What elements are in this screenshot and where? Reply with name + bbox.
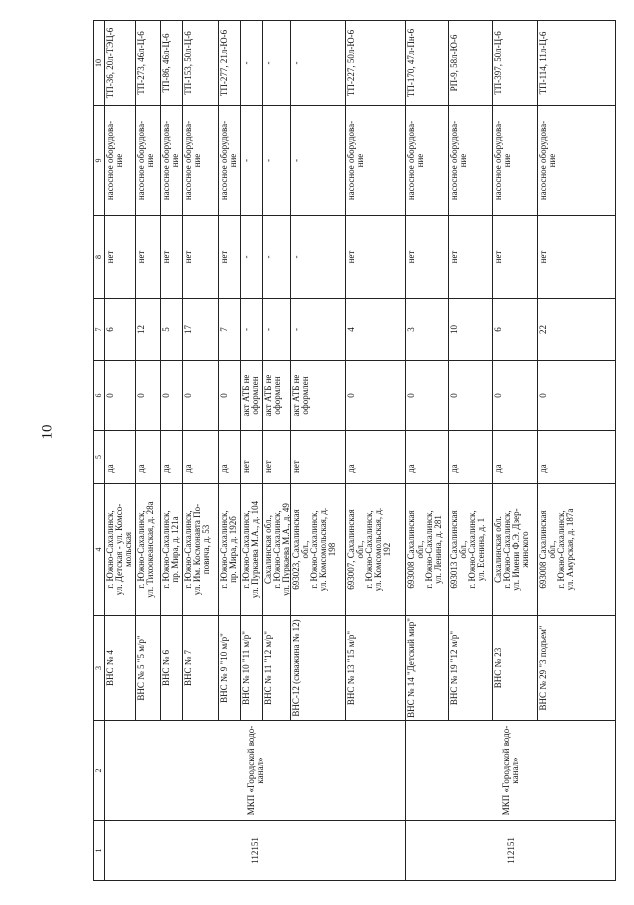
column-5-value: да xyxy=(538,430,616,483)
power-source: ТП-153, 50л-Ц-6 xyxy=(183,20,219,105)
equipment-type: насосное оборудова- ние xyxy=(493,105,538,215)
equipment-type: насосное оборудова- ние xyxy=(219,105,241,215)
equipment-type: насосное оборудова- ние xyxy=(136,105,161,215)
equipment-type: насосное оборудова- ние xyxy=(346,105,406,215)
equipment-type: насосное оборудова- ние xyxy=(161,105,183,215)
column-5-value: нет xyxy=(263,430,291,483)
column-5-value: да xyxy=(346,430,406,483)
column-5-value: нет xyxy=(291,430,346,483)
power-source: ТП-227, 50л-Ю-6 xyxy=(346,20,406,105)
column-7-value: 6 xyxy=(105,298,136,360)
column-7-value: 7 xyxy=(219,298,241,360)
column-number: 1 xyxy=(94,820,105,880)
group-organization: МКП «Городской водо- канал» xyxy=(406,720,616,820)
station-address: 693023, Сахалинская обл., г. Южно-Сахалинск, ул. Комсомольская, д. 198 xyxy=(291,483,346,615)
station-name: ВНС № 29 "3 подъем" xyxy=(538,615,616,720)
column-6-value: 0 xyxy=(449,360,493,430)
station-name: ВНС № 4 xyxy=(105,615,136,720)
station-name: ВНС № 23 xyxy=(493,615,538,720)
power-source: ТП-277, 21л-Ю-6 xyxy=(219,20,241,105)
station-address: г. Южно-Сахалинск, пр. Мира, д. 192б xyxy=(219,483,241,615)
column-5-value: да xyxy=(105,430,136,483)
column-8-value: - xyxy=(263,215,291,298)
column-7-value: - xyxy=(291,298,346,360)
station-name: ВНС № 9 "10 м/р" xyxy=(219,615,241,720)
station-name: ВНС № 19 "12 м/р" xyxy=(449,615,493,720)
column-8-value: нет xyxy=(219,215,241,298)
column-6-value: 0 xyxy=(493,360,538,430)
power-source: - xyxy=(291,20,346,105)
equipment-type: насосное оборудова- ние xyxy=(406,105,449,215)
column-8-value: нет xyxy=(161,215,183,298)
station-address: г. Южно-Сахалинск, пр. Мира, д. 121а xyxy=(161,483,183,615)
column-6-value: 0 xyxy=(406,360,449,430)
station-name: ВНС № 5 "5 м/р" xyxy=(136,615,161,720)
column-8-value: нет xyxy=(105,215,136,298)
column-5-value: да xyxy=(493,430,538,483)
column-7-value: 3 xyxy=(406,298,449,360)
station-address: 693013 Сахалинская обл., г. Южно-Сахалинск, ул. Есенина, д. 1 xyxy=(449,483,493,615)
station-address: г. Южно-Сахалинск, ул. Тихоокеанская, д. 28а xyxy=(136,483,161,615)
station-address: г. Южно-Сахалинск, ул. Пуркаева М.А., д. 104 xyxy=(241,483,263,615)
column-5-value: нет xyxy=(241,430,263,483)
group-code: 112151 xyxy=(406,820,616,880)
column-8-value: нет xyxy=(136,215,161,298)
power-source: РП-9, 58л-Ю-6 xyxy=(449,20,493,105)
column-6-value: 0 xyxy=(136,360,161,430)
column-number: 10 xyxy=(94,20,105,105)
column-8-value: нет xyxy=(183,215,219,298)
column-6-value: 0 xyxy=(105,360,136,430)
column-number: 8 xyxy=(94,215,105,298)
station-name: ВНС № 11 "12 м/р" xyxy=(263,615,291,720)
column-7-value: 6 xyxy=(493,298,538,360)
equipment-type: насосное оборудова- ние xyxy=(105,105,136,215)
power-source: ТП-86, 46л-Ц-6 xyxy=(161,20,183,105)
power-source: ТП-170, 47л-Пн-6 xyxy=(406,20,449,105)
station-name: ВНС № 10 "11 м/р" xyxy=(241,615,263,720)
station-address: Сахалинская обл., г. Южно-Сахалинск, ул. Пуркаева М.А., д. 49 xyxy=(263,483,291,615)
group-code: 112151 xyxy=(105,820,406,880)
column-number: 7 xyxy=(94,298,105,360)
column-6-value: 0 xyxy=(161,360,183,430)
equipment-type: - xyxy=(241,105,263,215)
column-7-value: - xyxy=(241,298,263,360)
station-name: ВНС № 13 "15 м/р" xyxy=(346,615,406,720)
column-number: 5 xyxy=(94,430,105,483)
column-7-value: 4 xyxy=(346,298,406,360)
column-5-value: да xyxy=(183,430,219,483)
column-8-value: нет xyxy=(449,215,493,298)
column-number: 6 xyxy=(94,360,105,430)
column-8-value: - xyxy=(291,215,346,298)
column-7-value: 5 xyxy=(161,298,183,360)
column-6-value: акт АТБ не оформлен xyxy=(263,360,291,430)
column-6-value: 0 xyxy=(538,360,616,430)
power-source: - xyxy=(263,20,291,105)
column-7-value: - xyxy=(263,298,291,360)
equipment-type: насосное оборудова- ние xyxy=(183,105,219,215)
power-source: ТП-36, 20л-ТЭЦ-6 xyxy=(105,20,136,105)
column-7-value: 10 xyxy=(449,298,493,360)
column-7-value: 17 xyxy=(183,298,219,360)
power-source: - xyxy=(241,20,263,105)
equipment-type: насосное оборудова- ние xyxy=(449,105,493,215)
page-number: 10 xyxy=(39,424,56,440)
power-source: ТП-114, 11л-Ц-6 xyxy=(538,20,616,105)
column-8-value: нет xyxy=(538,215,616,298)
column-8-value: нет xyxy=(406,215,449,298)
station-address: 693008 Сахалинская обл., г. Южно-Сахалинск, ул. Амурская, д. 187а xyxy=(538,483,616,615)
station-name: ВНС № 14 "Детский мир" xyxy=(406,615,449,720)
group-organization: МКП «Городской водо- канал» xyxy=(105,720,406,820)
column-number: 3 xyxy=(94,615,105,720)
column-5-value: да xyxy=(449,430,493,483)
column-7-value: 12 xyxy=(136,298,161,360)
column-7-value: 22 xyxy=(538,298,616,360)
column-8-value: нет xyxy=(346,215,406,298)
column-6-value: 0 xyxy=(219,360,241,430)
station-name: ВНС № 7 xyxy=(183,615,219,720)
column-number: 4 xyxy=(94,483,105,615)
column-8-value: нет xyxy=(493,215,538,298)
station-address: 693008 Сахалинская обл., г. Южно-Сахалинск, ул. Ленина, д. 281 xyxy=(406,483,449,615)
station-name: ВНС № 6 xyxy=(161,615,183,720)
column-5-value: да xyxy=(136,430,161,483)
station-name: ВНС-12 (скважина № 12) xyxy=(291,615,346,720)
column-6-value: акт АТБ не оформлен xyxy=(291,360,346,430)
column-8-value: - xyxy=(241,215,263,298)
column-6-value: 0 xyxy=(346,360,406,430)
station-address: 693007, Сахалинская обл., г. Южно-Сахалинск, ул. Комсомольская, д. 192 xyxy=(346,483,406,615)
station-address: г. Южно-Сахалинск, ул. Детская - ул. Комсо- мольская xyxy=(105,483,136,615)
column-number: 2 xyxy=(94,720,105,820)
column-5-value: да xyxy=(219,430,241,483)
equipment-type: - xyxy=(291,105,346,215)
column-6-value: акт АТБ не оформлен xyxy=(241,360,263,430)
stations-table xyxy=(93,20,616,881)
station-address: г. Южно-Сахалинск, ул. Им. Космонавта По- повича, д. 53 xyxy=(183,483,219,615)
power-source: ТП-397, 50л-Ц-6 xyxy=(493,20,538,105)
equipment-type: насосное оборудова- ние xyxy=(538,105,616,215)
station-address: Сахалинская обл. г. Южно-Сахалинск, ул. Имени Ф.Э. Дзер- жинского xyxy=(493,483,538,615)
column-number: 9 xyxy=(94,105,105,215)
column-5-value: да xyxy=(161,430,183,483)
equipment-type: - xyxy=(263,105,291,215)
power-source: ТП-273, 46л-Ц-6 xyxy=(136,20,161,105)
column-6-value: 0 xyxy=(183,360,219,430)
column-5-value: да xyxy=(406,430,449,483)
